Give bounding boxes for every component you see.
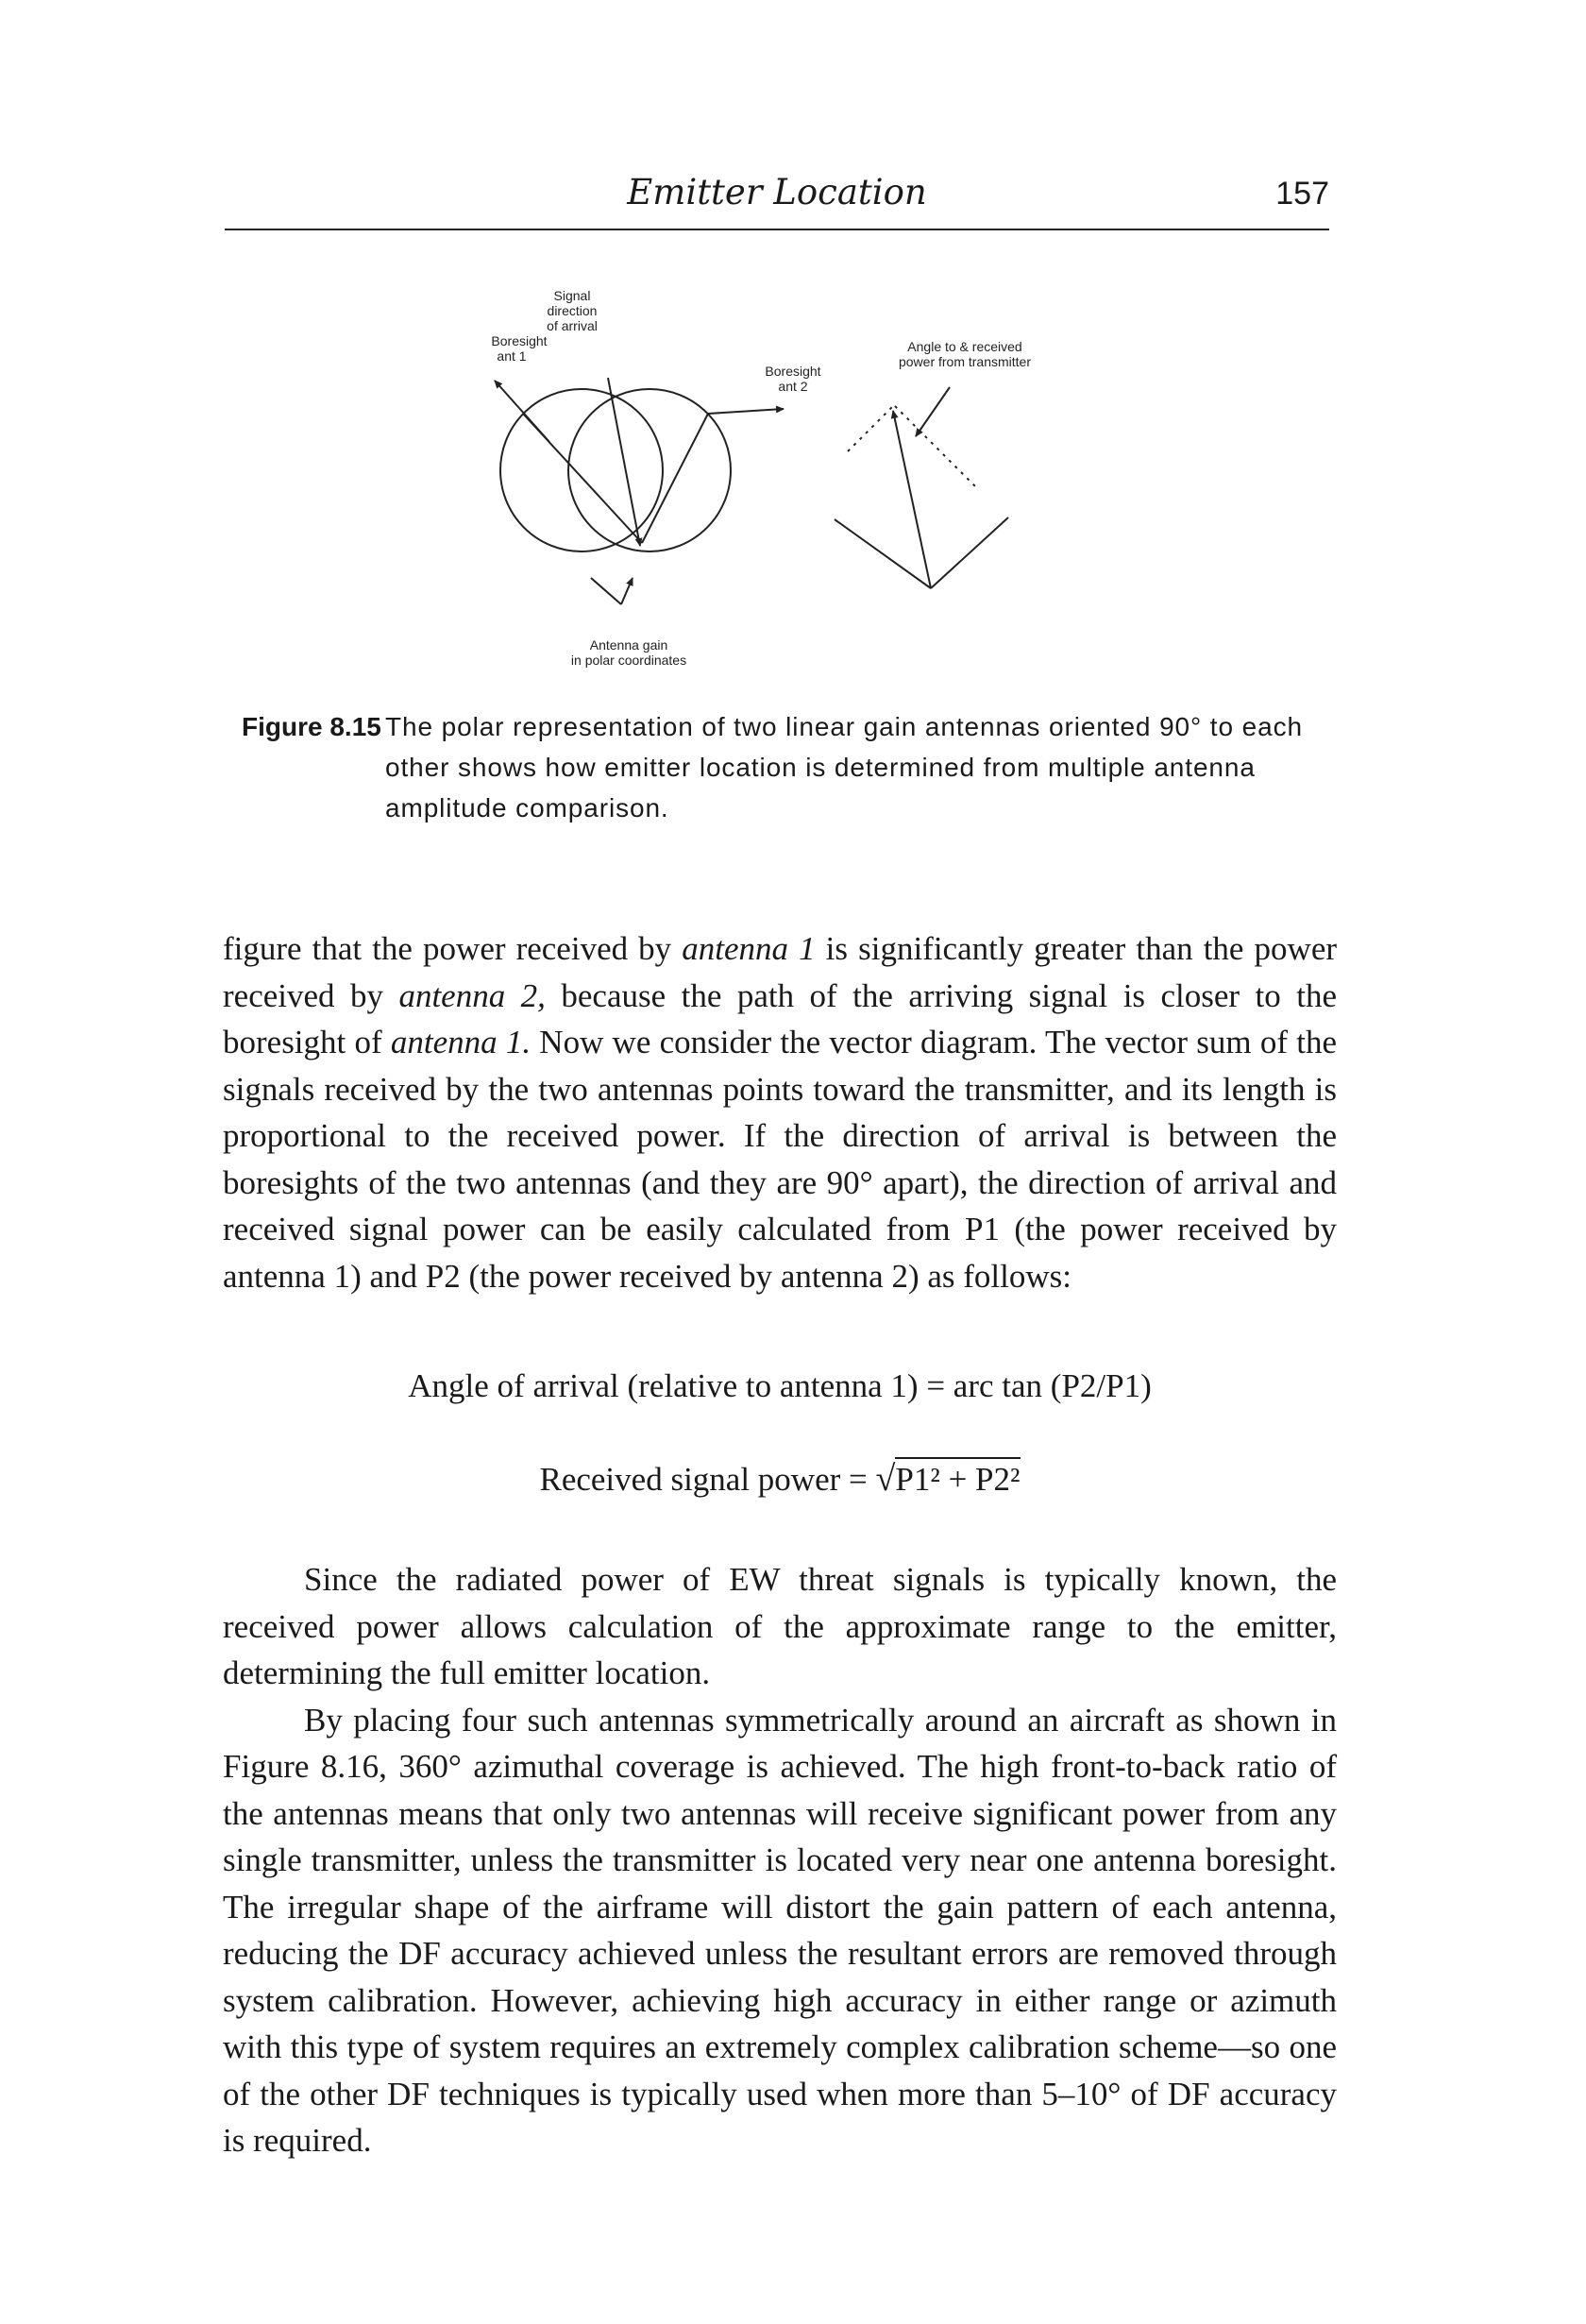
- antenna-gain-pointer: [591, 578, 621, 604]
- label-boresight-1-a: Boresight: [491, 333, 548, 348]
- boresight-1-arrow: [495, 381, 549, 442]
- caption-text: The polar representation of two linear gain antennas oriented 90° to each other shows how emitter location is determined from multiple antenna amplitude comparison.: [385, 712, 1303, 823]
- p1-emphasis-antenna-1: antenna 1: [682, 930, 816, 967]
- body-paragraph-3: By placing four such antennas symmetrically around an aircraft as shown in Figure 8.16, 360° azimuthal coverage is achieved. The high front-to-back ratio of the antennas means that only two antennas will receive significant power from any single transmitter, unless the transmitter is located very near one antenna boresight. The irregular shape of the airframe will distort the gain pattern of each antenna, reducing the DF accuracy achieved unless the resultant errors are removed through system calibration. However, achieving high accuracy in either range or azimuth with this type of system requires an extremely complex calibration scheme—so one of the other DF techniques is typically used when more than 5–10° of DF accuracy is required.: [223, 1701, 1337, 2159]
- label-antenna-gain-1: Antenna gain: [589, 637, 668, 653]
- label-antenna-gain-2: in polar coordinates: [570, 653, 687, 668]
- vector-diagram-right-leg: [931, 517, 1008, 588]
- antenna-gain-arrow: [621, 578, 633, 604]
- label-angle-received-2: power from transmitter: [898, 354, 1032, 369]
- label-boresight-1-b: ant 1: [497, 348, 527, 364]
- body-paragraphs-2: [223, 1556, 1337, 2164]
- label-boresight-2-a: Boresight: [765, 364, 821, 379]
- eq2-radicand: P1² + P2²: [895, 1457, 1020, 1498]
- body-paragraph-2: Since the radiated power of EW threat signals is typically known, the received power allows calculation of the approximate range to the emitter, determining the full emitter location.: [223, 1561, 1337, 1691]
- caption-label: Figure 8.15: [242, 712, 381, 741]
- label-signal-direction-3: of arrival: [547, 318, 598, 333]
- label-signal-direction-1: Signal: [553, 288, 591, 303]
- vector-diagram-left-leg: [835, 519, 931, 588]
- label-signal-direction-2: direction: [547, 303, 598, 318]
- antenna-2-pattern-axis: [642, 414, 708, 543]
- p1-text-c: because the path of the arriving signal is closer to the boresight of: [223, 976, 1337, 1060]
- p1-emphasis-antenna-2: antenna 2,: [398, 976, 546, 1014]
- vector-dotted-left: [848, 406, 893, 451]
- running-head: [225, 172, 1329, 230]
- figure-8-15-diagram: [481, 283, 1086, 680]
- antenna-polar-diagram: [481, 283, 1086, 680]
- eq2-left: Received signal power =: [539, 1461, 876, 1498]
- boresight-2-arrow: [708, 409, 784, 414]
- p1-text-a: figure that the power received by: [223, 930, 683, 967]
- page-number: 157: [1275, 176, 1329, 212]
- p1-text-d: Now we consider the vector diagram. The vector sum of the signals received by the two antennas points toward the transmitter, and its length is proportional to the received power. If the direction of arrival is between the boresights of the two antennas (and they are 90° apart), the direction of arrival and received signal power can be easily calculated from P1 (the power received by antenna 1) and P2 (the power received by antenna 2) as follows:: [223, 1024, 1337, 1295]
- p1-text-b: is significantly greater than the power received by: [223, 930, 1338, 1014]
- label-boresight-2-b: ant 2: [778, 379, 808, 394]
- label-angle-received-1: Angle to & received: [907, 339, 1022, 354]
- body-paragraph-1: [223, 925, 1337, 1299]
- equation-received-power: [223, 1458, 1337, 1500]
- square-root: √P1² + P2²: [875, 1459, 1021, 1499]
- p1-emphasis-antenna-1b: antenna 1.: [390, 1024, 531, 1060]
- equation-angle-of-arrival: Angle of arrival (relative to antenna 1) = arc tan (P2/P1): [408, 1367, 1152, 1404]
- transmitter-pointer-arrow: [916, 387, 950, 436]
- running-head-title: Emitter Location: [627, 172, 927, 212]
- signal-direction-arrow: [608, 378, 640, 546]
